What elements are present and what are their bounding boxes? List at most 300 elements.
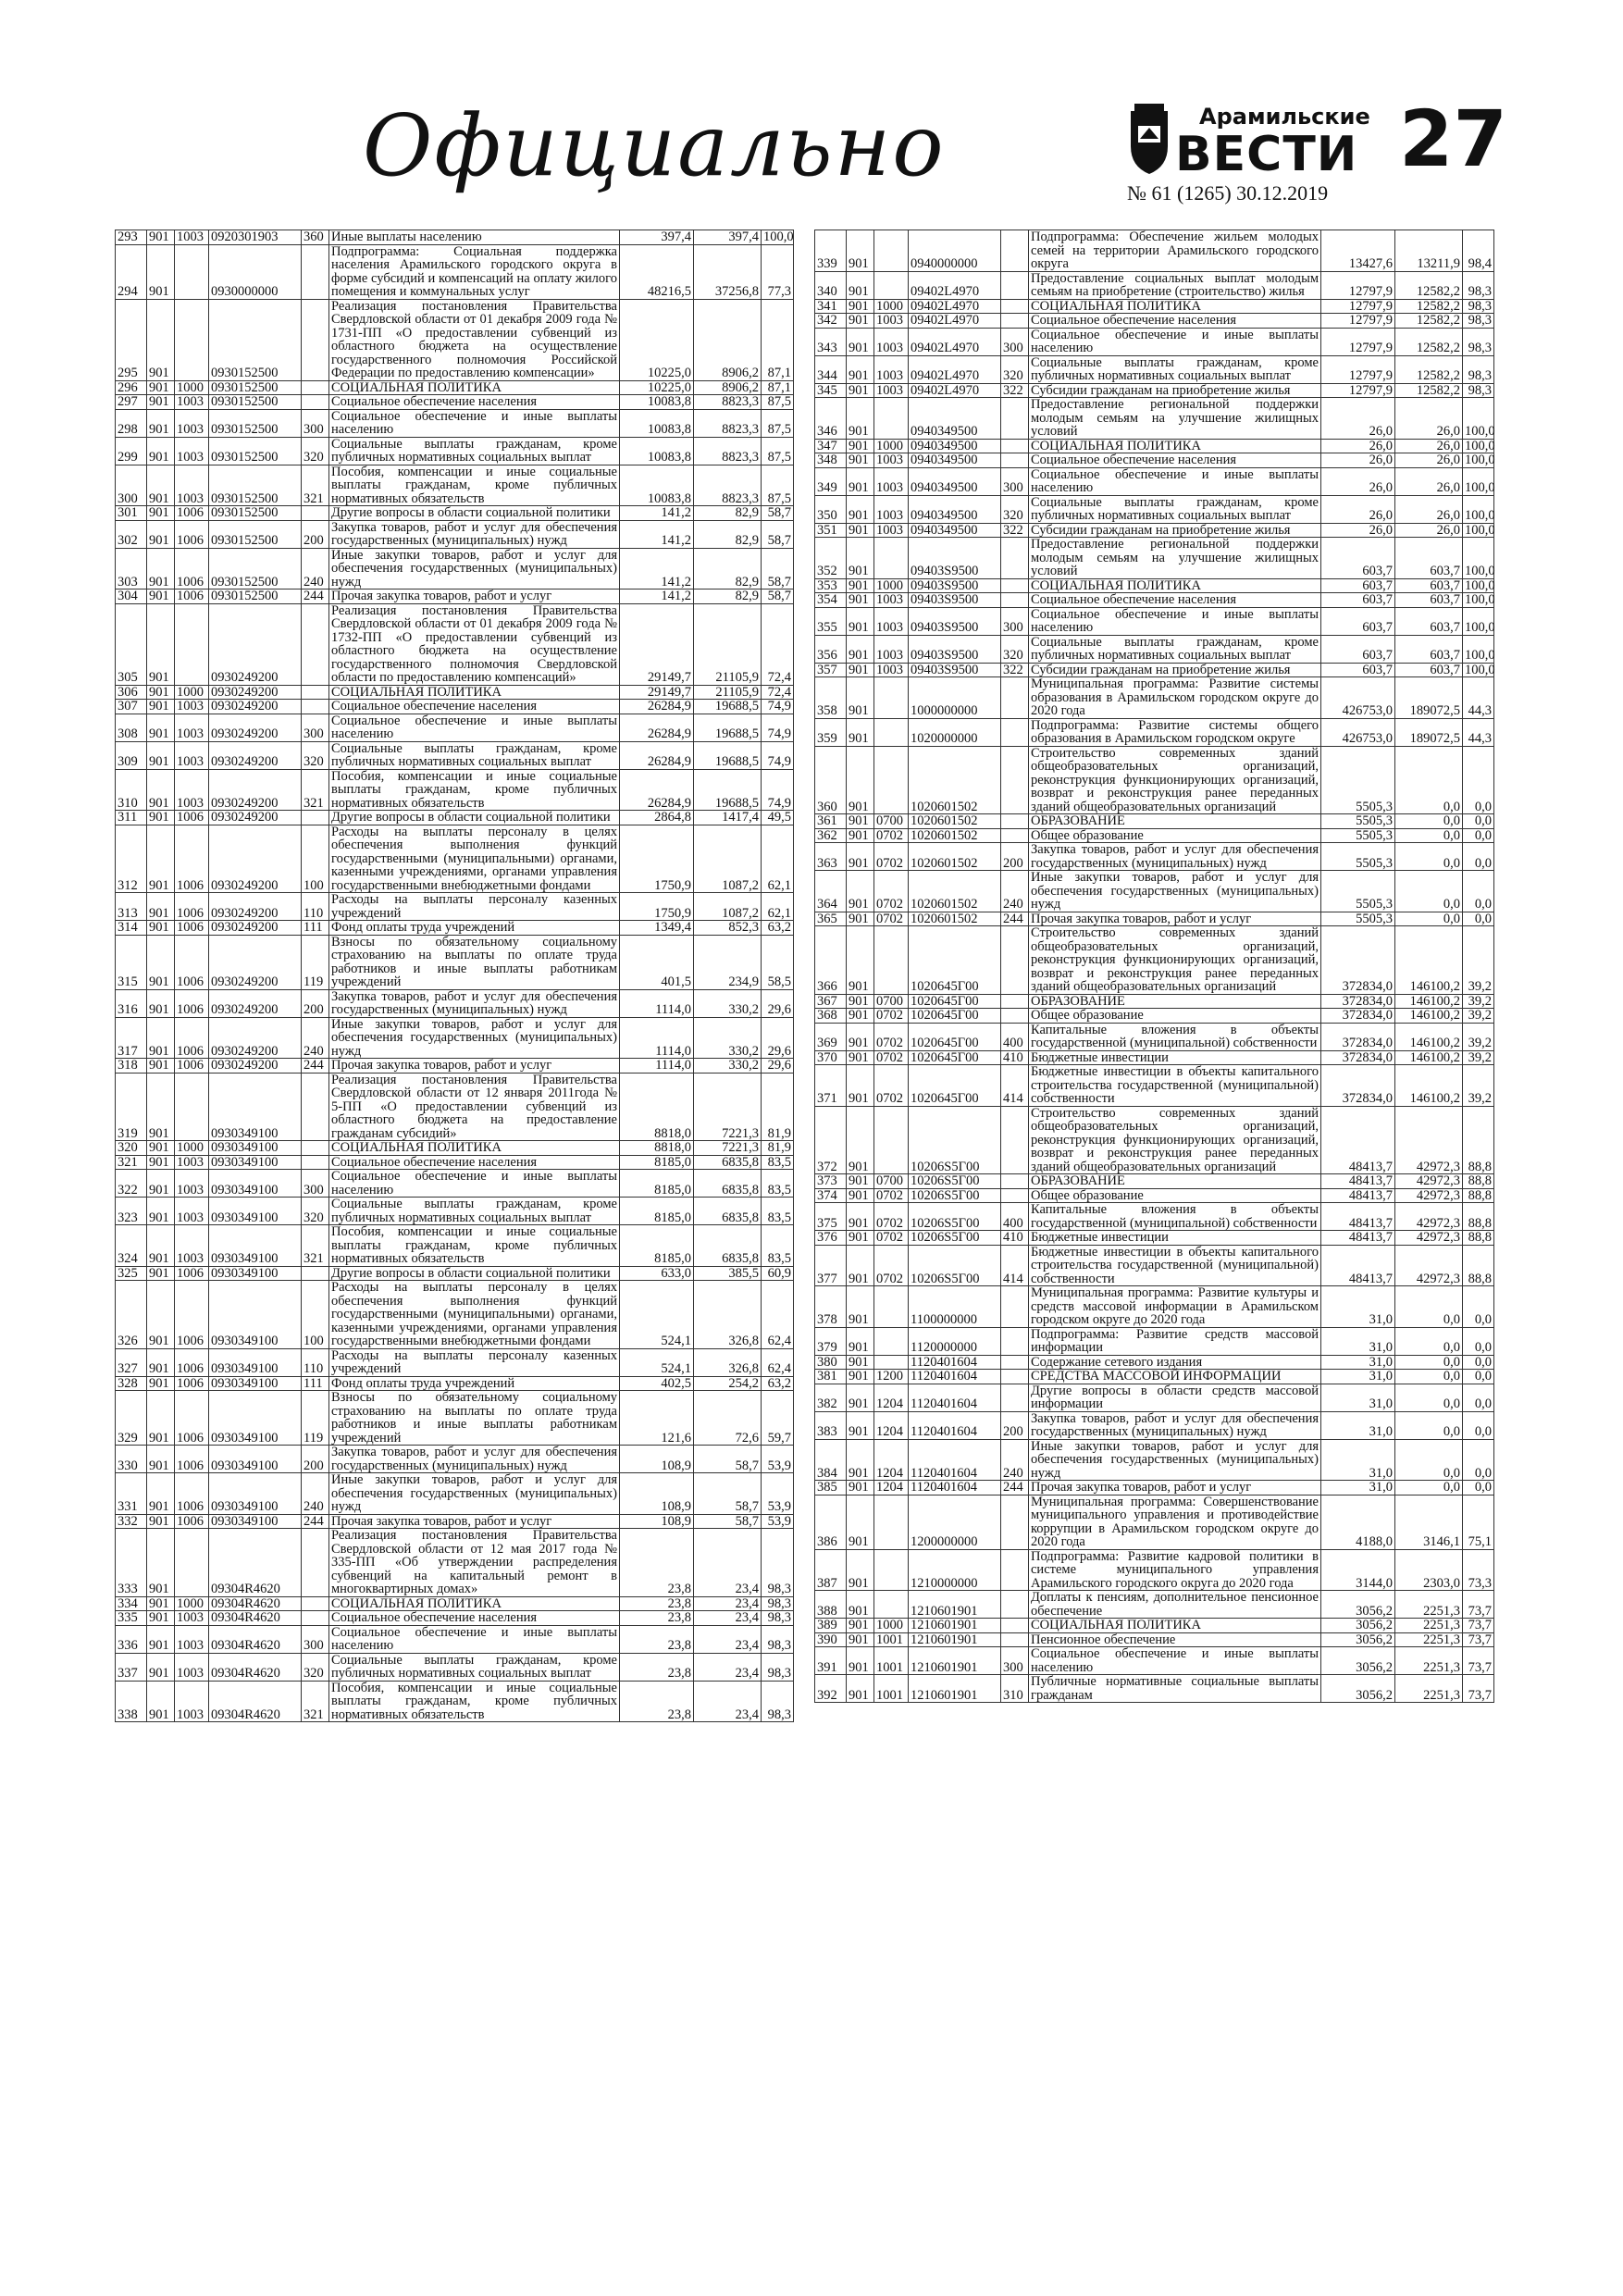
table-row	[815, 538, 1494, 579]
section-code: 1003	[175, 1170, 209, 1198]
expense-type-code: 244	[1001, 1481, 1029, 1496]
section-code: 1003	[175, 465, 209, 506]
section-code: 1006	[175, 825, 209, 893]
table-row	[116, 1017, 794, 1059]
target-article-code: 0930249200	[209, 825, 302, 893]
executed-amount: 23,4	[694, 1625, 762, 1653]
execution-percent: 81,9	[762, 1073, 794, 1141]
admin-code: 901	[147, 506, 175, 521]
execution-percent: 75,1	[1463, 1495, 1494, 1549]
executed-amount: 26,0	[1395, 523, 1463, 538]
planned-amount: 8185,0	[620, 1155, 694, 1170]
expense-type-code	[1001, 1174, 1029, 1189]
expense-type-code: 410	[1001, 1050, 1029, 1065]
section-code: 1003	[175, 1225, 209, 1267]
admin-code: 901	[147, 1266, 175, 1281]
target-article-code: 1120401604	[909, 1411, 1001, 1439]
section-code: 1003	[874, 635, 909, 663]
budget-table-right	[814, 230, 1494, 1703]
row-number: 351	[815, 523, 847, 538]
target-article-code: 1020601502	[909, 828, 1001, 843]
target-article-code: 09402L4970	[909, 355, 1001, 383]
expense-description: Социальные выплаты гражданам, кроме публичных нормативных социальных выплат	[1029, 355, 1321, 383]
table-row	[116, 590, 794, 604]
expense-type-code: 320	[1001, 635, 1029, 663]
executed-amount: 2251,3	[1395, 1675, 1463, 1703]
planned-amount: 29149,7	[620, 603, 694, 685]
target-article-code: 1020000000	[909, 718, 1001, 746]
row-number: 339	[815, 230, 847, 272]
section-code: 1006	[175, 1376, 209, 1391]
row-number: 358	[815, 677, 847, 719]
expense-description: Прочая закупка товаров, работ и услуг	[329, 1059, 620, 1074]
admin-code: 901	[847, 1591, 874, 1619]
expense-type-code	[302, 1266, 329, 1281]
target-article-code: 09304R4620	[209, 1625, 302, 1653]
execution-percent: 88,8	[1463, 1245, 1494, 1286]
planned-amount: 603,7	[1321, 607, 1395, 635]
target-article-code: 09403S9500	[909, 607, 1001, 635]
planned-amount: 372834,0	[1321, 1009, 1395, 1024]
expense-description: Бюджетные инвестиции в объекты капитального строительства государственной (муниципальной) собственности	[1029, 1065, 1321, 1107]
executed-amount: 58,7	[694, 1473, 762, 1515]
execution-percent: 88,8	[1463, 1106, 1494, 1174]
row-number: 313	[116, 893, 147, 921]
table-row	[116, 299, 794, 380]
table-row	[116, 935, 794, 989]
section-code: 1000	[175, 685, 209, 700]
section-code: 1003	[874, 495, 909, 523]
execution-percent: 49,5	[762, 811, 794, 825]
expense-description: СОЦИАЛЬНАЯ ПОЛИТИКА	[1029, 1619, 1321, 1633]
expense-type-code: 100	[302, 1281, 329, 1349]
expense-description: Другие вопросы в области социальной политики	[329, 506, 620, 521]
admin-code: 901	[147, 1611, 175, 1626]
execution-percent: 0,0	[1463, 1384, 1494, 1411]
section-code: 1204	[874, 1384, 909, 1411]
table-row	[116, 825, 794, 893]
executed-amount: 19688,5	[694, 714, 762, 741]
table-row	[116, 921, 794, 936]
table-row	[815, 1188, 1494, 1203]
admin-code: 901	[147, 1281, 175, 1349]
expense-type-code	[1001, 1009, 1029, 1024]
target-article-code: 0930349100	[209, 1348, 302, 1376]
target-article-code: 0930349100	[209, 1155, 302, 1170]
planned-amount: 48216,5	[620, 244, 694, 299]
target-article-code: 0930152500	[209, 590, 302, 604]
planned-amount: 12797,9	[1321, 355, 1395, 383]
execution-percent: 100,0	[1463, 439, 1494, 453]
expense-type-code: 100	[302, 825, 329, 893]
target-article-code: 0930152500	[209, 380, 302, 395]
admin-code: 901	[147, 1198, 175, 1225]
target-article-code: 0930000000	[209, 244, 302, 299]
section-code: 0702	[874, 828, 909, 843]
planned-amount: 26,0	[1321, 523, 1395, 538]
target-article-code: 0930249200	[209, 700, 302, 714]
admin-code: 901	[847, 230, 874, 272]
executed-amount: 58,7	[694, 1446, 762, 1473]
execution-percent: 72,4	[762, 603, 794, 685]
execution-percent: 87,5	[762, 409, 794, 437]
admin-code: 901	[847, 1174, 874, 1189]
planned-amount: 5505,3	[1321, 828, 1395, 843]
row-number: 350	[815, 495, 847, 523]
admin-code: 901	[147, 1155, 175, 1170]
expense-description: Пенсионное обеспечение	[1029, 1632, 1321, 1647]
row-number: 338	[116, 1681, 147, 1722]
expense-type-code	[1001, 398, 1029, 440]
execution-percent: 100,0	[1463, 593, 1494, 608]
row-number: 293	[116, 230, 147, 245]
section-code: 0702	[874, 1203, 909, 1231]
section-code: 1003	[175, 1155, 209, 1170]
execution-percent: 98,3	[762, 1529, 794, 1597]
row-number: 336	[116, 1625, 147, 1653]
target-article-code: 0930349100	[209, 1446, 302, 1473]
execution-percent: 100,0	[1463, 453, 1494, 468]
target-article-code: 0930249200	[209, 935, 302, 989]
target-article-code: 0930152500	[209, 520, 302, 548]
execution-percent: 88,8	[1463, 1188, 1494, 1203]
executed-amount: 8906,2	[694, 380, 762, 395]
executed-amount: 603,7	[1395, 578, 1463, 593]
executed-amount: 0,0	[1395, 814, 1463, 829]
table-row	[116, 1681, 794, 1722]
row-number: 381	[815, 1370, 847, 1384]
executed-amount: 8823,3	[694, 409, 762, 437]
expense-type-code: 300	[302, 714, 329, 741]
target-article-code: 1020645Г00	[909, 1065, 1001, 1107]
admin-code: 901	[147, 1376, 175, 1391]
expense-description: Пособия, компенсации и иные социальные выплаты гражданам, кроме публичных нормативных обязательств	[329, 769, 620, 811]
row-number: 365	[815, 912, 847, 926]
execution-percent: 58,7	[762, 506, 794, 521]
admin-code: 901	[147, 380, 175, 395]
expense-description: Субсидии гражданам на приобретение жилья	[1029, 383, 1321, 398]
planned-amount: 8818,0	[620, 1141, 694, 1156]
expense-description: Иные выплаты населению	[329, 230, 620, 245]
admin-code: 901	[847, 1355, 874, 1370]
expense-description: Социальные выплаты гражданам, кроме публичных нормативных социальных выплат	[329, 1198, 620, 1225]
target-article-code: 1020601502	[909, 843, 1001, 871]
target-article-code: 1200000000	[909, 1495, 1001, 1549]
target-article-code: 0930249200	[209, 921, 302, 936]
execution-percent: 58,7	[762, 520, 794, 548]
planned-amount: 1349,4	[620, 921, 694, 936]
expense-type-code: 321	[302, 465, 329, 506]
section-code: 0700	[874, 1174, 909, 1189]
row-number: 354	[815, 593, 847, 608]
section-code	[874, 1286, 909, 1328]
row-number: 355	[815, 607, 847, 635]
planned-amount: 26,0	[1321, 453, 1395, 468]
target-article-code: 1020645Г00	[909, 926, 1001, 995]
expense-description: Расходы на выплаты персоналу казенных учреждений	[329, 893, 620, 921]
section-code: 1003	[874, 328, 909, 355]
expense-type-code	[1001, 439, 1029, 453]
section-code: 1003	[874, 523, 909, 538]
expense-type-code	[302, 244, 329, 299]
planned-amount: 108,9	[620, 1473, 694, 1515]
section-code: 1200	[874, 1370, 909, 1384]
target-article-code: 1020645Г00	[909, 1009, 1001, 1024]
section-code: 1000	[874, 299, 909, 314]
section-code	[175, 1073, 209, 1141]
target-article-code: 09304R4620	[209, 1611, 302, 1626]
planned-amount: 1750,9	[620, 825, 694, 893]
section-code: 0700	[874, 814, 909, 829]
executed-amount: 21105,9	[694, 603, 762, 685]
expense-type-code: 200	[302, 989, 329, 1017]
row-number: 318	[116, 1059, 147, 1074]
expense-description: Социальное обеспечение населения	[1029, 453, 1321, 468]
execution-percent: 73,7	[1463, 1675, 1494, 1703]
expense-type-code	[1001, 314, 1029, 329]
row-number: 383	[815, 1411, 847, 1439]
table-row	[815, 1384, 1494, 1411]
row-number: 374	[815, 1188, 847, 1203]
expense-type-code	[1001, 299, 1029, 314]
row-number: 306	[116, 685, 147, 700]
execution-percent: 62,4	[762, 1281, 794, 1349]
table-row	[116, 1625, 794, 1653]
section-code: 1001	[874, 1647, 909, 1675]
row-number: 332	[116, 1514, 147, 1529]
target-article-code: 0930152500	[209, 548, 302, 590]
table-row	[116, 548, 794, 590]
executed-amount: 6835,8	[694, 1170, 762, 1198]
row-number: 307	[116, 700, 147, 714]
target-article-code: 1020645Г00	[909, 994, 1001, 1009]
section-code: 1003	[175, 1198, 209, 1225]
section-code: 1204	[874, 1439, 909, 1481]
table-row	[815, 1009, 1494, 1024]
execution-percent: 87,5	[762, 465, 794, 506]
executed-amount: 12582,2	[1395, 383, 1463, 398]
execution-percent: 58,5	[762, 935, 794, 989]
target-article-code: 09304R4620	[209, 1653, 302, 1681]
executed-amount: 234,9	[694, 935, 762, 989]
expense-description: Прочая закупка товаров, работ и услуг	[329, 1514, 620, 1529]
admin-code: 901	[847, 1439, 874, 1481]
executed-amount: 42972,3	[1395, 1106, 1463, 1174]
table-row	[116, 1266, 794, 1281]
expense-type-code	[302, 1073, 329, 1141]
section-code: 1001	[874, 1675, 909, 1703]
execution-percent: 29,6	[762, 989, 794, 1017]
admin-code: 901	[847, 663, 874, 677]
target-article-code: 0930349100	[209, 1266, 302, 1281]
admin-code: 901	[147, 1625, 175, 1653]
planned-amount: 5505,3	[1321, 843, 1395, 871]
target-article-code: 09402L4970	[909, 383, 1001, 398]
expense-description: СОЦИАЛЬНАЯ ПОЛИТИКА	[1029, 299, 1321, 314]
table-row	[116, 811, 794, 825]
expense-description: ОБРАЗОВАНИЕ	[1029, 1174, 1321, 1189]
execution-percent: 100,0	[1463, 578, 1494, 593]
execution-percent: 88,8	[1463, 1174, 1494, 1189]
row-number: 352	[815, 538, 847, 579]
planned-amount: 402,5	[620, 1376, 694, 1391]
execution-percent: 63,2	[762, 1376, 794, 1391]
row-number: 326	[116, 1281, 147, 1349]
admin-code: 901	[147, 1059, 175, 1074]
section-code: 1003	[175, 395, 209, 410]
section-code: 1003	[874, 467, 909, 495]
target-article-code: 1120401604	[909, 1355, 1001, 1370]
admin-code: 901	[147, 1473, 175, 1515]
executed-amount: 42972,3	[1395, 1174, 1463, 1189]
expense-description: Строительство современных зданий общеобразовательных организаций, реконструкция функционирующих организаций, возврат и реконструкция ранее переданных зданий общеобразовательных организаций	[1029, 926, 1321, 995]
planned-amount: 12797,9	[1321, 383, 1395, 398]
row-number: 390	[815, 1632, 847, 1647]
executed-amount: 330,2	[694, 1017, 762, 1059]
expense-description: Прочая закупка товаров, работ и услуг	[1029, 1481, 1321, 1496]
row-number: 302	[116, 520, 147, 548]
planned-amount: 5505,3	[1321, 814, 1395, 829]
row-number: 388	[815, 1591, 847, 1619]
row-number: 322	[116, 1170, 147, 1198]
planned-amount: 5505,3	[1321, 746, 1395, 814]
target-article-code: 10206S5Г00	[909, 1245, 1001, 1286]
expense-type-code	[1001, 718, 1029, 746]
planned-amount: 121,6	[620, 1391, 694, 1446]
executed-amount: 146100,2	[1395, 926, 1463, 995]
expense-description: Социальное обеспечение и иные выплаты населению	[1029, 1647, 1321, 1675]
expense-type-code: 321	[302, 769, 329, 811]
expense-description: Капитальные вложения в объекты государственной (муниципальной) собственности	[1029, 1023, 1321, 1050]
execution-percent: 87,1	[762, 380, 794, 395]
expense-type-code	[302, 1141, 329, 1156]
expense-description: Закупка товаров, работ и услуг для обеспечения государственных (муниципальных) нужд	[329, 520, 620, 548]
expense-type-code	[1001, 1619, 1029, 1633]
execution-percent: 53,9	[762, 1446, 794, 1473]
expense-description: Бюджетные инвестиции	[1029, 1231, 1321, 1246]
planned-amount: 524,1	[620, 1281, 694, 1349]
expense-description: Иные закупки товаров, работ и услуг для обеспечения государственных (муниципальных) нужд	[329, 1473, 620, 1515]
target-article-code: 1210601901	[909, 1675, 1001, 1703]
row-number: 391	[815, 1647, 847, 1675]
table-row	[815, 635, 1494, 663]
row-number: 343	[815, 328, 847, 355]
row-number: 373	[815, 1174, 847, 1189]
expense-description: Муниципальная программа: Совершенствование муниципального управления и противодействие коррупции в Арамильском городском округе до 2020 года	[1029, 1495, 1321, 1549]
admin-code: 901	[147, 603, 175, 685]
expense-type-code: 110	[302, 893, 329, 921]
row-number: 319	[116, 1073, 147, 1141]
table-row	[815, 871, 1494, 912]
table-row	[116, 1596, 794, 1611]
target-article-code: 1120401604	[909, 1439, 1001, 1481]
planned-amount: 8185,0	[620, 1198, 694, 1225]
planned-amount: 48413,7	[1321, 1106, 1395, 1174]
expense-description: Закупка товаров, работ и услуг для обеспечения государственных (муниципальных) нужд	[329, 1446, 620, 1473]
planned-amount: 48413,7	[1321, 1231, 1395, 1246]
executed-amount: 12582,2	[1395, 314, 1463, 329]
row-number: 298	[116, 409, 147, 437]
expense-description: Строительство современных зданий общеобразовательных организаций, реконструкция функционирующих организаций, возврат и реконструкция ранее переданных зданий общеобразовательных организаций	[1029, 1106, 1321, 1174]
row-number: 392	[815, 1675, 847, 1703]
expense-description: Социальное обеспечение и иные выплаты населению	[329, 1170, 620, 1198]
target-article-code: 09402L4970	[909, 314, 1001, 329]
section-code: 1003	[175, 437, 209, 465]
admin-code: 901	[847, 1009, 874, 1024]
table-row	[116, 437, 794, 465]
section-code: 1003	[874, 383, 909, 398]
table-row	[116, 989, 794, 1017]
target-article-code: 0930152500	[209, 395, 302, 410]
execution-percent: 0,0	[1463, 1355, 1494, 1370]
table-row	[815, 1370, 1494, 1384]
table-row	[815, 593, 1494, 608]
target-article-code: 0930249200	[209, 714, 302, 741]
expense-description: Бюджетные инвестиции	[1029, 1050, 1321, 1065]
expense-description: Иные закупки товаров, работ и услуг для обеспечения государственных (муниципальных) нужд	[329, 1017, 620, 1059]
table-row	[815, 398, 1494, 440]
executed-amount: 8906,2	[694, 299, 762, 380]
expense-type-code	[302, 506, 329, 521]
executed-amount: 385,5	[694, 1266, 762, 1281]
planned-amount: 426753,0	[1321, 718, 1395, 746]
table-row	[116, 1225, 794, 1267]
expense-description: Подпрограмма: Социальная поддержка населения Арамильского городского округа в форме субсидий и компенсаций на оплату жилого помещения и коммунальных услуг	[329, 244, 620, 299]
executed-amount: 42972,3	[1395, 1231, 1463, 1246]
row-number: 382	[815, 1384, 847, 1411]
expense-type-code: 300	[1001, 607, 1029, 635]
expense-description: Социальное обеспечение населения	[1029, 593, 1321, 608]
planned-amount: 141,2	[620, 548, 694, 590]
table-row	[815, 453, 1494, 468]
planned-amount: 3144,0	[1321, 1549, 1395, 1591]
execution-percent: 39,2	[1463, 994, 1494, 1009]
executed-amount: 2251,3	[1395, 1647, 1463, 1675]
executed-amount: 3146,1	[1395, 1495, 1463, 1549]
table-row	[116, 1141, 794, 1156]
admin-code: 901	[847, 1106, 874, 1174]
row-number: 384	[815, 1439, 847, 1481]
section-code: 1003	[175, 409, 209, 437]
section-code: 1001	[874, 1632, 909, 1647]
admin-code: 901	[147, 409, 175, 437]
row-number: 340	[815, 271, 847, 299]
planned-amount: 10083,8	[620, 409, 694, 437]
execution-percent: 88,8	[1463, 1231, 1494, 1246]
execution-percent: 98,3	[762, 1611, 794, 1626]
planned-amount: 26284,9	[620, 714, 694, 741]
table-row	[815, 607, 1494, 635]
expense-type-code	[1001, 578, 1029, 593]
row-number: 327	[116, 1348, 147, 1376]
executed-amount: 2251,3	[1395, 1591, 1463, 1619]
table-row	[815, 1619, 1494, 1633]
expense-description: Закупка товаров, работ и услуг для обеспечения государственных (муниципальных) нужд	[1029, 1411, 1321, 1439]
executed-amount: 7221,3	[694, 1073, 762, 1141]
table-row	[116, 1073, 794, 1141]
admin-code: 901	[847, 1495, 874, 1549]
expense-type-code	[302, 1529, 329, 1597]
table-row	[815, 912, 1494, 926]
expense-type-code: 414	[1001, 1245, 1029, 1286]
table-row	[116, 685, 794, 700]
admin-code: 901	[147, 921, 175, 936]
row-number: 333	[116, 1529, 147, 1597]
table-row	[116, 1653, 794, 1681]
planned-amount: 3056,2	[1321, 1647, 1395, 1675]
expense-description: Фонд оплаты труда учреждений	[329, 1376, 620, 1391]
execution-percent: 98,3	[1463, 328, 1494, 355]
